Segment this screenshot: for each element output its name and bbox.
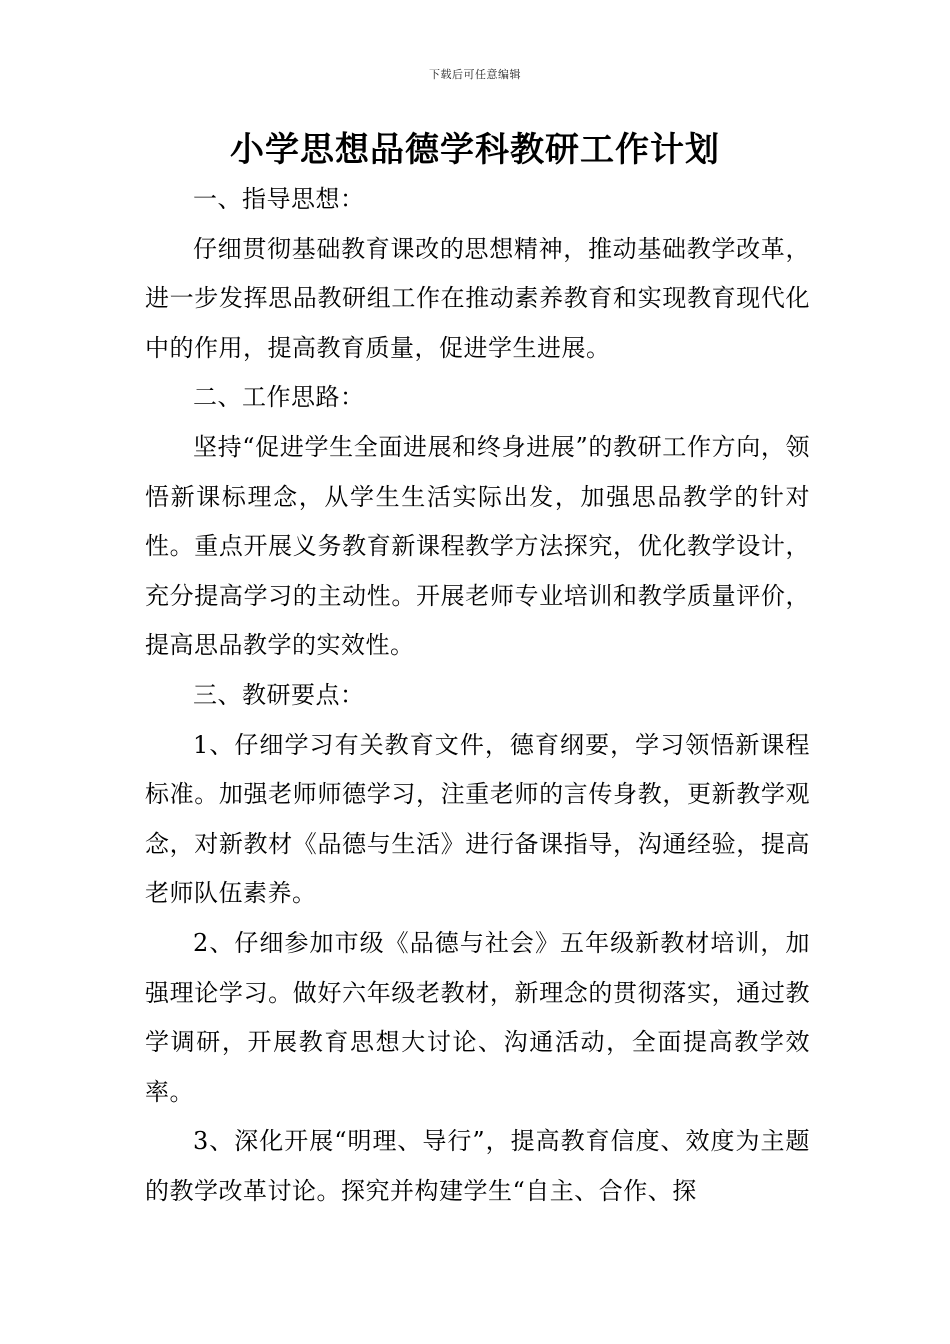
section-heading-research-points: 三、教研要点： <box>193 680 365 709</box>
paragraph-point-3: 3、深化开展“明理、导行”，提高教育信度、效度为主题的教学改革讨论。探究并构建学生“自主、合作、探 <box>145 1127 810 1205</box>
header-note: 下载后可任意编辑 <box>429 68 521 81</box>
paragraph-point-2: 2、仔细参加市级《品德与社会》五年级新教材培训，加强理论学习。做好六年级老教材，新理念的贯彻落实，通过教学调研，开展教育思想大讨论、沟通活动，全面提高教学效率。 <box>145 928 810 1106</box>
document-title: 小学思想品德学科教研工作计划 <box>230 130 720 170</box>
section-heading-guiding-thought: 一、指导思想： <box>193 185 365 213</box>
paragraph-guiding-thought: 仔细贯彻基础教育课改的思想精神，推动基础教学改革，进一步发挥思品教研组工作在推动素养教育和实现教育现代化中的作用，提高教育质量，促进学生进展。 <box>145 234 810 362</box>
paragraph-work-approach: 坚持“促进学生全面进展和终身进展”的教研工作方向，领悟新课标理念，从学生生活实际出发，加强思品教学的针对性。重点开展义务教育新课程教学方法探究，优化教学设计，充分提高学习的主动性。开展老师专业培训和教学质量评价，提高思品教学的实效性。 <box>145 432 810 660</box>
document-body <box>145 175 810 1216</box>
section-heading-work-approach: 二、工作思路： <box>193 383 365 412</box>
paragraph-point-1: 1、仔细学习有关教育文件，德育纲要，学习领悟新课程标准。加强老师师德学习，注重老师的言传身教，更新教学观念，对新教材《品德与生活》进行备课指导，沟通经验，提高老师队伍素养。 <box>145 730 810 908</box>
